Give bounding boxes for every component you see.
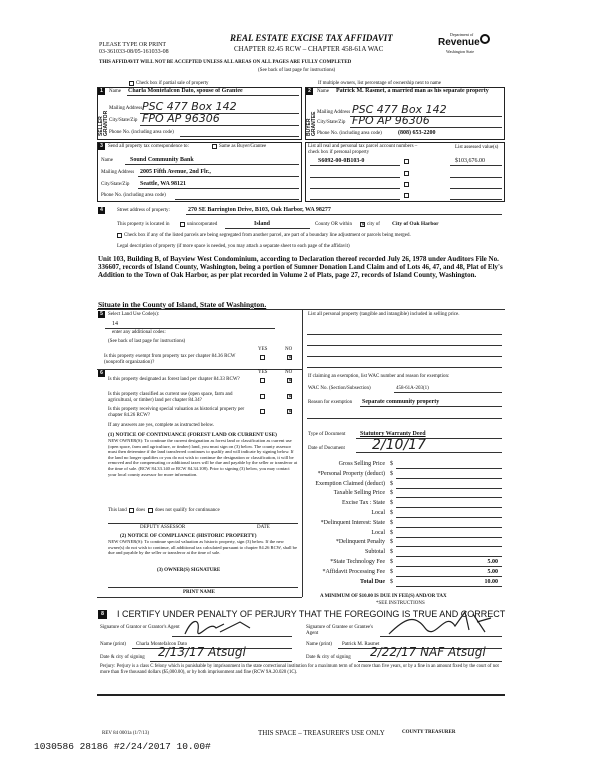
- print-name-label: PRINT NAME: [183, 590, 215, 595]
- same-as-buyer-checkbox[interactable]: [212, 144, 217, 149]
- notice-continuance-body: NEW OWNER(S): To continue the current designation as forest land or classification as current use (open space, farm and agriculture, or timber) land, you must sign on (3) below. The county assessor must then determine if the land transferred continues to qualify and will indicate by signing below. If the land no longer qualifies or you do not wish to continue the designation or classification, it will be removed and the compensating or additional taxes will be due and payable by the seller or transferor at the time of sale. (RCW 84.33.140 or RCW 84.34.108). Prior to signing (3) below, you may contact your local county assessor for more information.: [108, 438, 298, 477]
- treasurer-use-label: THIS SPACE – TREASURER'S USE ONLY: [258, 729, 385, 737]
- same-as-buyer-label: Same as Buyer/Grantee: [219, 144, 267, 149]
- please-type-label: PLEASE TYPE OR PRINT: [99, 42, 167, 48]
- fee-row-line: [396, 576, 502, 577]
- historic-question: Is this property receiving special valuation as historical property per chapter 84.26 RCW?: [108, 407, 245, 418]
- legal-description-text: Unit 103, Building B, of Bayview West Condominium, according to Declaration thereof recorded July 26, 1978 under Auditors File No. 336607, records of Island County, Washington, being a portion of Sumner Donation Land Claim and of Lots 46, 47, and 48, Plat of Ely's Addition to the Town of Oak Harbor, as per plat recorded in Volume 2 of Plats, page 27, records of Island County, Washington.: [98, 255, 503, 279]
- street-address-value[interactable]: 270 SE Barrington Drive, B103, Oak Harbor, WA 98277: [188, 207, 331, 213]
- fee-row-line: [396, 586, 502, 587]
- seller-mailing-label: Mailing Address: [109, 106, 143, 111]
- grantor-date-city[interactable]: 2/13/17 Atsugi: [158, 645, 246, 659]
- does-qualify-checkbox[interactable]: [129, 508, 134, 513]
- buyer-mailing-label: Mailing Address: [317, 110, 351, 115]
- claiming-exemption-label: If claiming an exemption, list WAC number and reason for exemption:: [308, 374, 450, 379]
- reason-value[interactable]: Separate community property: [362, 399, 440, 405]
- if-yes-instruction: If any answers are yes, complete as instructed below.: [108, 423, 215, 428]
- deputy-assessor-label: DEPUTY ASSESSOR: [140, 525, 186, 530]
- fee-row-value[interactable]: 10.00: [484, 578, 498, 585]
- section-5-number: 5: [98, 311, 105, 318]
- no-header-6: NO: [285, 370, 293, 375]
- grantor-name-print[interactable]: Charla Montefalcon Dato: [136, 642, 188, 647]
- document-date-label: Date of Document: [308, 446, 345, 451]
- forest-yes-checkbox[interactable]: [260, 378, 265, 383]
- fee-row-label: Exemption Claimed (deduct): [315, 480, 385, 487]
- fee-row-label: *Personal Property (deduct): [317, 470, 385, 477]
- seller-name-value[interactable]: Charla Montefalcon Dato, spouse of Grantee: [128, 88, 243, 94]
- tax-city-value[interactable]: Seattle, WA 98121: [140, 181, 187, 187]
- tax-mailing-label: Mailing Address: [101, 170, 135, 175]
- personal-property-checkbox-1[interactable]: [404, 159, 409, 164]
- grantee-name-print-label: Name (print): [306, 642, 332, 647]
- seller-name-label: Name: [109, 89, 121, 94]
- fee-row-value[interactable]: 5.00: [487, 568, 498, 575]
- section-8-number: 8: [98, 610, 107, 619]
- this-land-label: This land: [108, 508, 127, 513]
- unincorporated-checkbox[interactable]: [180, 222, 185, 227]
- fee-row-line: [396, 468, 502, 469]
- tax-phone-label: Phone No. (including area code): [101, 193, 166, 198]
- seller-city-label: City/State/Zip: [109, 118, 138, 123]
- multiple-owners-note: If multiple owners, list percentage of ownership next to name: [318, 81, 442, 86]
- grantor-name-print-label: Name (print): [100, 642, 126, 647]
- seller-mailing-value[interactable]: PSC 477 Box 142: [142, 100, 237, 113]
- historic-no-checkbox[interactable]: ✕: [288, 409, 293, 415]
- fee-row-dollar: $: [390, 559, 393, 565]
- form-subtitle: CHAPTER 82.45 RCW – CHAPTER 458-61A WAC: [234, 45, 384, 53]
- deputy-date-label: DATE: [257, 525, 270, 530]
- document-type-label: Type of Document: [308, 432, 346, 437]
- rev-form-number: REV 84 0001a (1/7/13): [102, 731, 149, 736]
- exempt-question: Is this property exempt from property tax per chapter 84.36 RCW (nonprofit organization)?: [104, 354, 236, 365]
- buyer-mailing-value[interactable]: PSC 477 Box 142: [352, 103, 447, 116]
- minimum-due-note: A MINIMUM OF $10.00 IS DUE IN FEE(S) AND/OR TAX: [320, 594, 447, 599]
- current-use-yes-checkbox[interactable]: [260, 394, 265, 399]
- tax-city-label: City/State/Zip: [101, 182, 130, 187]
- logo-swirl-icon: [480, 34, 490, 44]
- form-title: REAL ESTATE EXCISE TAX AFFIDAVIT: [230, 33, 393, 43]
- fee-row-dollar: $: [390, 539, 393, 546]
- grantor-date-city-label: Date & city of signing: [100, 655, 145, 660]
- buyer-name-label: Name: [317, 89, 329, 94]
- certify-statement: I CERTIFY UNDER PENALTY OF PERJURY THAT THE FOREGOING IS TRUE AND CORRECT: [117, 609, 506, 619]
- wac-label: WAC No. (Section/Subsection): [308, 386, 371, 391]
- fee-row-line: [396, 478, 502, 479]
- does-label: does: [136, 508, 146, 513]
- does-not-label: does not qualify for continuance: [155, 508, 220, 513]
- fee-row-dollar: $: [390, 510, 393, 516]
- tax-name-label: Name: [101, 158, 113, 163]
- forest-no-checkbox[interactable]: ✕: [288, 378, 293, 384]
- receipt-stamp: 1030586 28186 #2/24/2017 10.00#: [34, 741, 211, 752]
- land-use-see-back: (See back of last page for instructions): [108, 339, 186, 344]
- current-use-no-checkbox[interactable]: ✕: [288, 394, 293, 400]
- wac-value[interactable]: 458-61A-203(1): [396, 386, 429, 391]
- fee-row-line: [396, 517, 502, 518]
- within-city-checkbox[interactable]: ✕: [361, 222, 366, 228]
- seller-vertical-label: SELLER GRANTOR: [98, 110, 109, 136]
- section-1-number: 1: [98, 88, 105, 95]
- send-correspondence-label: Send all property tax correspondence to:: [108, 144, 189, 149]
- city-of-label: city of: [367, 222, 380, 227]
- county-treasurer-label: COUNTY TREASURER: [402, 730, 456, 735]
- city-name-value[interactable]: City of Oak Harbor: [392, 221, 439, 227]
- see-instructions-note: *SEE INSTRUCTIONS: [376, 601, 425, 606]
- fee-row-label: Taxable Selling Price: [333, 490, 385, 497]
- buyer-city-label: City/State/Zip: [317, 120, 346, 125]
- section-6-number: 6: [98, 370, 105, 377]
- fee-row-dollar: $: [390, 529, 393, 536]
- segregated-checkbox[interactable]: [117, 233, 122, 238]
- historic-yes-checkbox[interactable]: [260, 409, 265, 414]
- fee-row-label: *State Technology Fee: [330, 559, 385, 565]
- legal-description-label: Legal description of property (if more space is needed, you may attach a separate sheet to each page of the affidavit): [117, 244, 350, 249]
- fee-row-line: [396, 566, 502, 567]
- fee-row-dollar: $: [390, 461, 393, 467]
- fee-row-label: Subtotal: [364, 549, 385, 556]
- fee-row-dollar: $: [390, 519, 393, 526]
- fee-row-label: *Delinquent Interest: State: [320, 519, 385, 526]
- personal-property-checkbox-2[interactable]: [404, 171, 409, 176]
- tax-name-value[interactable]: Sound Community Bank: [130, 157, 194, 163]
- buyer-vertical-label: BUYER GRANTEE: [306, 111, 317, 136]
- exempt-no-checkbox[interactable]: ✕: [288, 355, 293, 361]
- exempt-yes-checkbox[interactable]: [260, 355, 265, 360]
- fee-row-dollar: $: [390, 549, 393, 556]
- notice-continuance-title: (1) NOTICE OF CONTINUANCE (FOREST LAND OR CURRENT USE): [108, 432, 277, 438]
- yes-header-6: YES: [258, 370, 268, 375]
- assessed-value-value[interactable]: $103,676.00: [455, 158, 485, 164]
- grantee-name-print[interactable]: Patrick M. Rasmet: [342, 642, 380, 647]
- fee-row-dollar: $: [390, 480, 393, 487]
- no-header-5: NO: [285, 347, 293, 352]
- fee-row-dollar: $: [390, 500, 393, 507]
- grantor-signature[interactable]: [180, 616, 260, 638]
- fee-row-dollar: $: [390, 568, 393, 575]
- grantee-date-city-label: Date & city of signing: [306, 655, 351, 660]
- fee-row-label: *Delinquent Penalty: [335, 539, 385, 546]
- grantor-sig-label: Signature of Grantor or Grantor's Agent: [100, 625, 180, 630]
- seller-phone-label: Phone No. (including area code): [109, 130, 174, 135]
- fee-row-dollar: $: [390, 490, 393, 497]
- form-code: 03-361033-08/05-161033-08: [99, 49, 169, 55]
- buyer-city-value[interactable]: FPO AP 96306: [352, 114, 430, 127]
- grantee-date-city[interactable]: 2/22/17 NAF Atsugi: [370, 645, 486, 659]
- situate-text: Situate in the County of Island, State of Washington.: [98, 300, 267, 309]
- notice-compliance-title: (2) NOTICE OF COMPLIANCE (HISTORIC PROPERTY): [120, 533, 257, 539]
- fee-row-label: Excise Tax : State: [342, 500, 385, 507]
- street-address-label: Street address of property:: [117, 208, 170, 213]
- fee-row-dollar: $: [390, 578, 393, 585]
- section-4-number: 4: [98, 207, 105, 214]
- does-not-qualify-checkbox[interactable]: [148, 508, 153, 513]
- parcel-number-value[interactable]: S6092-00-0B103-0: [318, 158, 365, 164]
- county-or-within-label: County OR within: [315, 222, 352, 227]
- buyer-phone-value[interactable]: (808) 653-2200: [398, 130, 436, 136]
- buyer-phone-label: Phone No. (including area code): [317, 131, 382, 136]
- section-2-number: 2: [306, 88, 313, 95]
- land-use-label: Select Land Use Code(s):: [108, 312, 160, 317]
- section-3-number: 3: [98, 143, 105, 150]
- land-use-code[interactable]: 14: [112, 321, 118, 327]
- fee-row-line: [396, 546, 502, 547]
- warning-text: THIS AFFIDAVIT WILL NOT BE ACCEPTED UNLESS ALL AREAS ON ALL PAGES ARE FULLY COMPLETED: [99, 60, 352, 65]
- notice-compliance-body: NEW OWNER(S): To continue special valuation as historic property, sign (3) below. If the new owner(s) do not wish to continue, all additional tax calculated pursuant to chapter 84.26 RCW, shall be due and payable by the seller or transferor at the time of sale.: [108, 539, 298, 556]
- revenue-logo: Department of Revenue Washington State: [436, 32, 496, 62]
- yes-header-5: YES: [258, 347, 268, 352]
- current-use-question: Is this property classified as current use (open space, farm and agricultural, or timber) land per chapter 84.34?: [108, 392, 233, 403]
- fee-row-line: [396, 556, 502, 557]
- fee-row-label: Local: [371, 510, 385, 516]
- seller-city-value[interactable]: FPO AP 96306: [142, 112, 220, 125]
- see-back-note: (See back of last page for instructions): [258, 68, 336, 73]
- personal-property-label: List all personal property (tangible and intangible) included in selling price.: [308, 312, 460, 317]
- grantee-sig-label: Signature of Grantee or Grantee's Agent: [306, 625, 373, 636]
- fee-row-label: Local: [371, 529, 385, 536]
- fee-row-dollar: $: [390, 470, 393, 477]
- additional-codes-label: enter any additional codes:: [112, 330, 166, 335]
- document-type-value[interactable]: Statutory Warranty Deed: [360, 431, 426, 437]
- county-name-value[interactable]: Island: [254, 221, 271, 227]
- fee-row-line: [396, 497, 502, 498]
- unincorporated-label: unincorporated: [187, 222, 218, 227]
- partial-sale-label: Check box if partial sale of property: [136, 81, 209, 86]
- fee-row-value[interactable]: 5.00: [487, 559, 498, 565]
- fee-row-label: *Affidavit Processing Fee: [322, 568, 385, 575]
- tax-mailing-value[interactable]: 2005 Fifth Avenue, 2nd Flr.,: [140, 169, 211, 175]
- document-date-value[interactable]: 2/10/17: [372, 437, 426, 453]
- forest-land-question: Is this property designated as forest land per chapter 84.33 RCW?: [108, 377, 240, 382]
- located-label: This property is located in: [117, 222, 170, 227]
- fee-row-line: [396, 507, 502, 508]
- parcel-list-label: List all real and personal tax parcel account numbers – check box if personal property: [308, 144, 418, 155]
- perjury-notice: Perjury: Perjury is a class C felony which is punishable by imprisonment in the state correctional institution for a maximum term of not more than five years, or by a fine in an amount fixed by the court of not more than five thousand dollars ($5,000.00), or by both imprisonment and fine (RCW 9A.20.020 (1C).: [100, 664, 499, 675]
- segregated-label: Check box if any of the listed parcels are being segregated from another parcel, are part of a boundary line adjustment or parcels being merged.: [124, 233, 411, 238]
- fee-row-line: [396, 527, 502, 528]
- assessed-value-label: List assessed value(s): [455, 145, 499, 150]
- buyer-name-value[interactable]: Patrick M. Rasmet, a married man as his separate property: [336, 88, 489, 94]
- owner-signature-label: (3) OWNER(S) SIGNATURE: [157, 568, 221, 573]
- grantee-signature[interactable]: [385, 608, 495, 638]
- fee-row-line: [396, 488, 502, 489]
- fee-row-line: [396, 537, 502, 538]
- personal-property-checkbox-4[interactable]: [404, 193, 409, 198]
- reason-label: Reason for exemption: [308, 400, 353, 405]
- fee-row-label: Total Due: [360, 578, 385, 585]
- personal-property-checkbox-3[interactable]: [404, 182, 409, 187]
- partial-sale-checkbox[interactable]: [129, 81, 134, 86]
- fee-row-label: Gross Selling Price: [338, 461, 385, 467]
